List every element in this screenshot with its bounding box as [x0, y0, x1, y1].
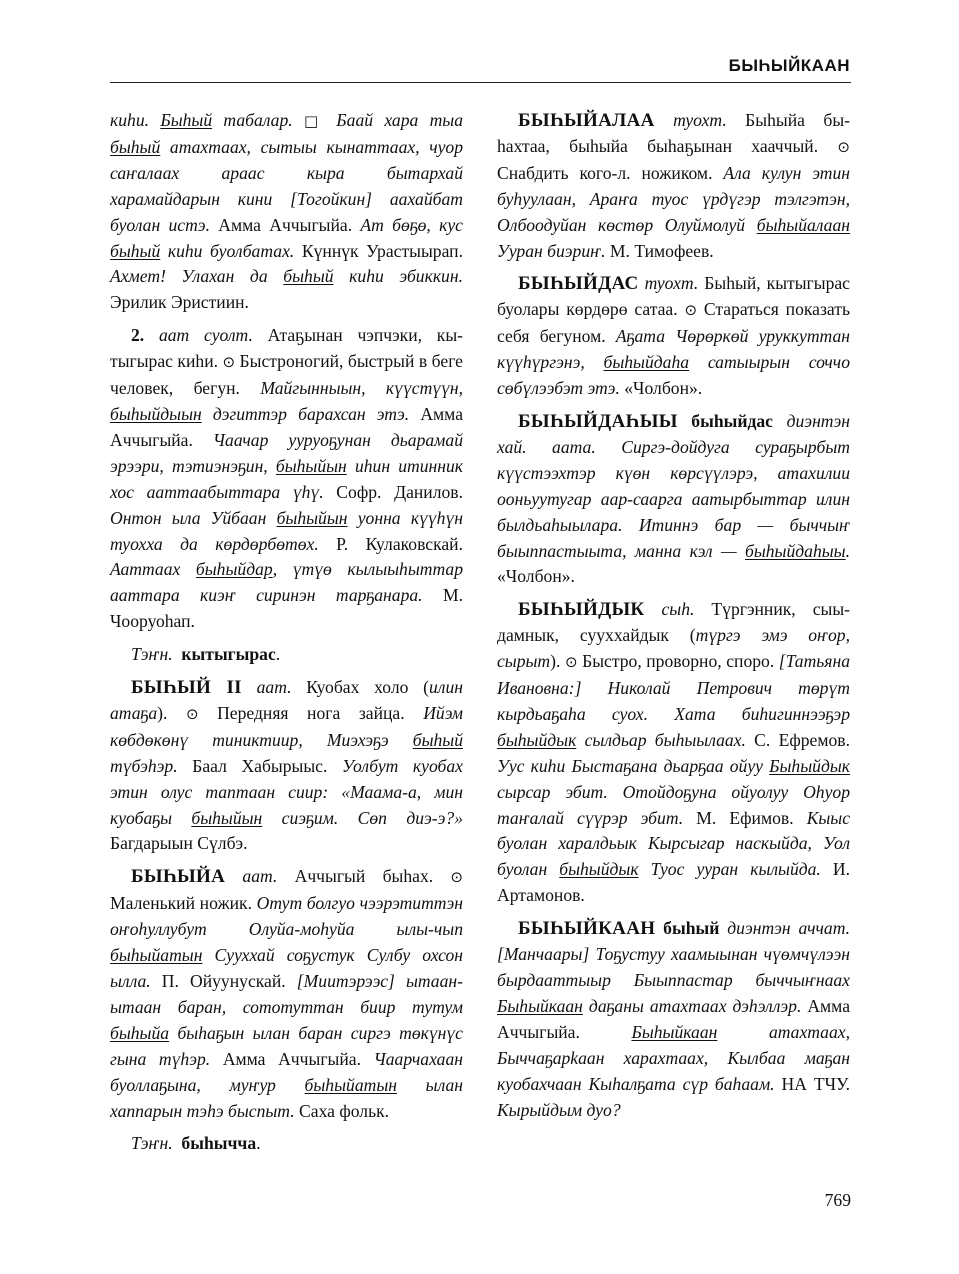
source: Софр. Данилов.: [323, 481, 463, 502]
headword-example: быһыйдар: [195, 559, 273, 580]
circle-dot-icon: ⊙: [185, 704, 199, 723]
text: сырсар эбит. Отойдоҕуна ойуолуу Оһуор таҥалай сүүрэр эбит.: [497, 781, 850, 828]
headword-example: Быһыйкаан: [497, 995, 583, 1016]
translation: Стараться показать себя бегуном.: [497, 299, 850, 347]
square-icon: □: [303, 112, 325, 130]
text: түргэ эмэ оҥор, сырыт: [497, 625, 850, 672]
entry-byhyidas: [497, 271, 850, 402]
text: , үтүө кылыыһыттар ааттара киэҥ сиринэн тарҕанара.: [110, 559, 463, 606]
text: дэгиттэр барахсан этэ.: [201, 403, 410, 424]
text: даҕаны атахтаах дэһэллэр.: [582, 995, 802, 1016]
source: Амма Аччыгыйа.: [209, 214, 361, 235]
text: түбэһэр.: [110, 755, 178, 776]
text: Ахмет! Улахан да: [110, 266, 284, 287]
circle-dot-icon: ⊙: [684, 301, 698, 320]
base-word: быһыйдас: [677, 410, 773, 431]
source: Саха фольк.: [294, 1100, 390, 1121]
running-head: БЫҺЫЙКААН: [728, 56, 850, 75]
synonym-line: [110, 642, 463, 668]
definition: Түргэнник, сыыдамнык, сууххайдык (: [497, 599, 850, 646]
text: [Миитэрээс] ытаан-ытаан баран, сототуттан биир тутум: [110, 971, 463, 1017]
text: уонна күүһүн туохха да көрдөрбөтөх.: [110, 507, 463, 554]
headword-example: быһыйын: [276, 507, 348, 528]
entry-byhyikaan: [497, 916, 850, 1123]
text: сиэҕим. Сөп диэ-э?»: [262, 807, 463, 828]
text: ).: [550, 651, 565, 672]
entry-continuation: [110, 108, 463, 316]
text: Чаачар ууруоҕунан дьарамай эрээри, тэтиэнэҕин,: [110, 429, 463, 476]
text: Ат бөҕө, кус: [360, 214, 463, 235]
text: быһаҕын ылан баран сиргэ төкүнүс гына түһэр.: [110, 1022, 463, 1069]
text: табалар.: [212, 110, 304, 130]
grammar-label: сыһ.: [644, 599, 712, 620]
text: иһин итинник хос ааттаабыттара үһү.: [110, 455, 463, 502]
text: Ала кулун этин буһуулаан, Араҥа туос үрдүгэр тэлгэтэн, Олбоодуйан көстөр Олуймолуй: [497, 162, 850, 235]
entry-byhyidyk: [497, 597, 850, 909]
grammar-label: аат.: [241, 677, 307, 698]
text: Туос ууран кылыйда.: [638, 859, 821, 880]
definition: Быһый, кытыгырас буолары көрдөрө сатаа.: [497, 273, 850, 320]
headword-example: Быһыйкаан: [631, 1021, 718, 1042]
headword-example: быһыйа: [110, 1022, 170, 1043]
circle-dot-icon: ⊙: [222, 353, 236, 372]
headword-example: быһыйын: [275, 455, 347, 476]
text: Ааттаах: [110, 559, 196, 580]
translation: Быстро, проворно, споро.: [577, 651, 779, 672]
text: Сууххай соҕустук Сулбу охсон ылла.: [110, 945, 463, 991]
source: «Чолбон».: [497, 566, 575, 587]
headword-example: быһыйдык: [559, 859, 639, 880]
headword-example: быһыйалаан: [756, 214, 850, 235]
text: атахтаах, сытыы кынаттаах, чуор саҥалаах араас кыра бытархай харамайдарын кини [Тогойкин] аахайбат буолан истэ.: [110, 136, 463, 235]
translation: Быстроногий, быстрый в беге человек, бегун.: [110, 351, 463, 399]
entry-byhyialaa: [497, 108, 850, 264]
headword-example: быһыйдыын: [110, 403, 202, 424]
text: Ууран биэриҥ.: [497, 240, 606, 261]
definition: Атаҕынан чэпчэки, кытыгырас киһи.: [110, 325, 464, 372]
circle-dot-icon: ⊙: [837, 137, 850, 156]
text: ылан хаппарын тэһэ быспыт.: [110, 1074, 463, 1121]
headword: БЫҺЫЙДАС: [518, 273, 639, 295]
base-word: быһый: [655, 918, 720, 939]
text: Чаарчахаан буоллаҕына, муҥур: [110, 1048, 463, 1095]
text: .: [275, 644, 281, 665]
grammar-label: туохт.: [654, 110, 746, 130]
text: Уус киһи Быстаҕана дьарҕаа ойуу: [497, 755, 770, 776]
headword-example: быһый: [283, 266, 334, 287]
text: ).: [157, 702, 186, 723]
headword-example: Быһыйдык: [769, 755, 850, 776]
headword-example: быһыйдык: [497, 729, 577, 750]
headword-example: быһыйатын: [110, 945, 203, 966]
synonym-label: Тэҥн.: [131, 644, 173, 665]
source: Күннүк Урастыырап.: [294, 240, 463, 261]
text: атахтаах, Быччаҕарkаан харахтаах, Кылбаа маҕан куобахчаан Кыһалҕата сүр баһаам.: [497, 1021, 850, 1094]
headword: БЫҺЫЙ II: [131, 677, 242, 699]
source: Амма Аччыгыйа.: [497, 995, 850, 1042]
text: Онтон ыла Уйбаан: [110, 507, 277, 528]
text: Ийэм көбдөкөнү тиниктиир, Миэхэҕэ: [110, 702, 464, 750]
headword-example: быһыйын: [191, 807, 263, 828]
text: сатыырын соччо сөбүлээбэт этэ.: [497, 352, 850, 399]
page-number: 769: [824, 1190, 851, 1210]
text: [Манчаары] Тоҕустуу хаамыынан чүөмчүлээн бырдааттыыр Быыппастар быччыҥнаах: [497, 944, 850, 990]
source: М. Чооруоһап.: [110, 585, 463, 632]
headword: БЫҺЫЙДАҺЫЫ: [518, 410, 678, 432]
grammar-label: туохт.: [638, 273, 705, 294]
source: С. Ефремов.: [745, 729, 850, 750]
synonym-label: Тэҥн.: [131, 1133, 173, 1154]
source: М. Ефимов.: [683, 807, 807, 828]
text: киһи буолбатах.: [160, 240, 295, 261]
entry-byhyia: [110, 864, 463, 1124]
source: И. Артамонов.: [497, 859, 850, 906]
synonym-word: кытыгырас: [181, 644, 276, 665]
text: Кырыйдым дуо?: [497, 1099, 621, 1120]
text: сылдьар быһыылаах.: [576, 729, 746, 750]
source: НА ТЧУ.: [774, 1073, 851, 1094]
headword-example: быһый: [110, 240, 161, 261]
source: «Чолбон».: [619, 378, 703, 399]
source: Багдарыын Сүлбэ.: [110, 833, 248, 854]
headword: БЫҺЫЙКААН: [518, 918, 656, 940]
headword: БЫҺЫЙАЛАА: [518, 110, 655, 131]
text: Аҕата Чөрөркөй уруккуттан күүһүргэнэ,: [497, 326, 850, 373]
left-column: [110, 108, 463, 1164]
headword-example: быһыйдаһа: [603, 352, 690, 373]
source: Амма Аччыгыйа.: [210, 1048, 374, 1069]
text: киһи.: [110, 110, 161, 130]
translation: Передняя нога зайца.: [198, 702, 424, 723]
grammar-label: диэнтэн аччат.: [719, 918, 851, 939]
text: [Татьяна Ивановна:] Николай Петрович төрүт кырдьаҕаһа суох. Хата биһигиннээҕэр: [497, 651, 851, 724]
source: М. Тимофеев.: [605, 240, 714, 261]
source: Баал Хабырыыс.: [177, 755, 342, 776]
entry-byhyi-2: [110, 675, 463, 857]
source: Р. Кулаковскай.: [318, 533, 463, 554]
definition: Быһыйа быһахтаа, быһыйа быһаҕынан хааччый.: [497, 110, 850, 156]
header-rule: [110, 82, 851, 83]
text: Сиргэ-дойдуга сураҕырбыт күүстээхтэр күөн көрсүүлэрэ, атахилии ооньуутугар аар-саарга аатырбыттар илин былдьаһыылара. Итиннэ бар — быччыҥ быыппастыыта, манна кэл —: [497, 436, 851, 561]
text: Кыыс буолан харалдьык Кырсыгар наскыйда, Уол буолан: [497, 807, 851, 880]
headword: БЫҺЫЙДЫК: [518, 599, 645, 621]
text: Уолбут куобах этин олус таптаан сиир: «Маама-а, мин куобаҕы: [110, 755, 463, 828]
text: Отут болгуо чээрэтиттэн оҥоһуллубут Олуйа-моһуйа ылы-чып: [110, 893, 463, 940]
synonym-word: быһычча: [181, 1133, 257, 1154]
source: Эрилик Эристиин.: [110, 292, 249, 313]
headword: БЫҺЫЙА: [131, 866, 226, 888]
grammar-label: аат.: [225, 866, 295, 887]
definition: Аччыгый быһах.: [294, 866, 451, 887]
source: Амма Аччыгыйа.: [110, 403, 464, 450]
source: П. Ойуунускай.: [150, 971, 297, 991]
text: Майгынныын, күүстүүн,: [260, 378, 463, 399]
right-column: [497, 108, 850, 1130]
headword-example: быһыйдаһыы: [744, 540, 846, 561]
headword-example: быһый: [110, 136, 161, 157]
headword-example: быһыйатын: [304, 1074, 397, 1095]
text: Баай хара тыа: [325, 110, 463, 130]
circle-dot-icon: ⊙: [564, 653, 578, 672]
sense-2: [110, 323, 463, 635]
synonym-line: [110, 1131, 463, 1157]
headword-example: быһый: [412, 729, 463, 750]
translation: Снабдить кого-л. ножиком.: [497, 162, 724, 183]
text: .: [845, 540, 850, 561]
translation: Маленький ножик.: [110, 893, 257, 914]
text: .: [256, 1133, 261, 1154]
grammar-label: аат суолт.: [144, 325, 268, 346]
text: киһи эбиккин.: [333, 266, 463, 287]
grammar-label: диэнтэн хай. аата.: [497, 410, 850, 457]
text: илин атаҕа: [110, 677, 463, 723]
entry-byhyidahyy: [497, 409, 850, 590]
circle-dot-icon: ⊙: [450, 868, 463, 887]
definition: Куобах холо (: [306, 677, 429, 698]
sense-number: 2.: [131, 325, 145, 346]
headword-example: Быһый: [160, 110, 213, 130]
